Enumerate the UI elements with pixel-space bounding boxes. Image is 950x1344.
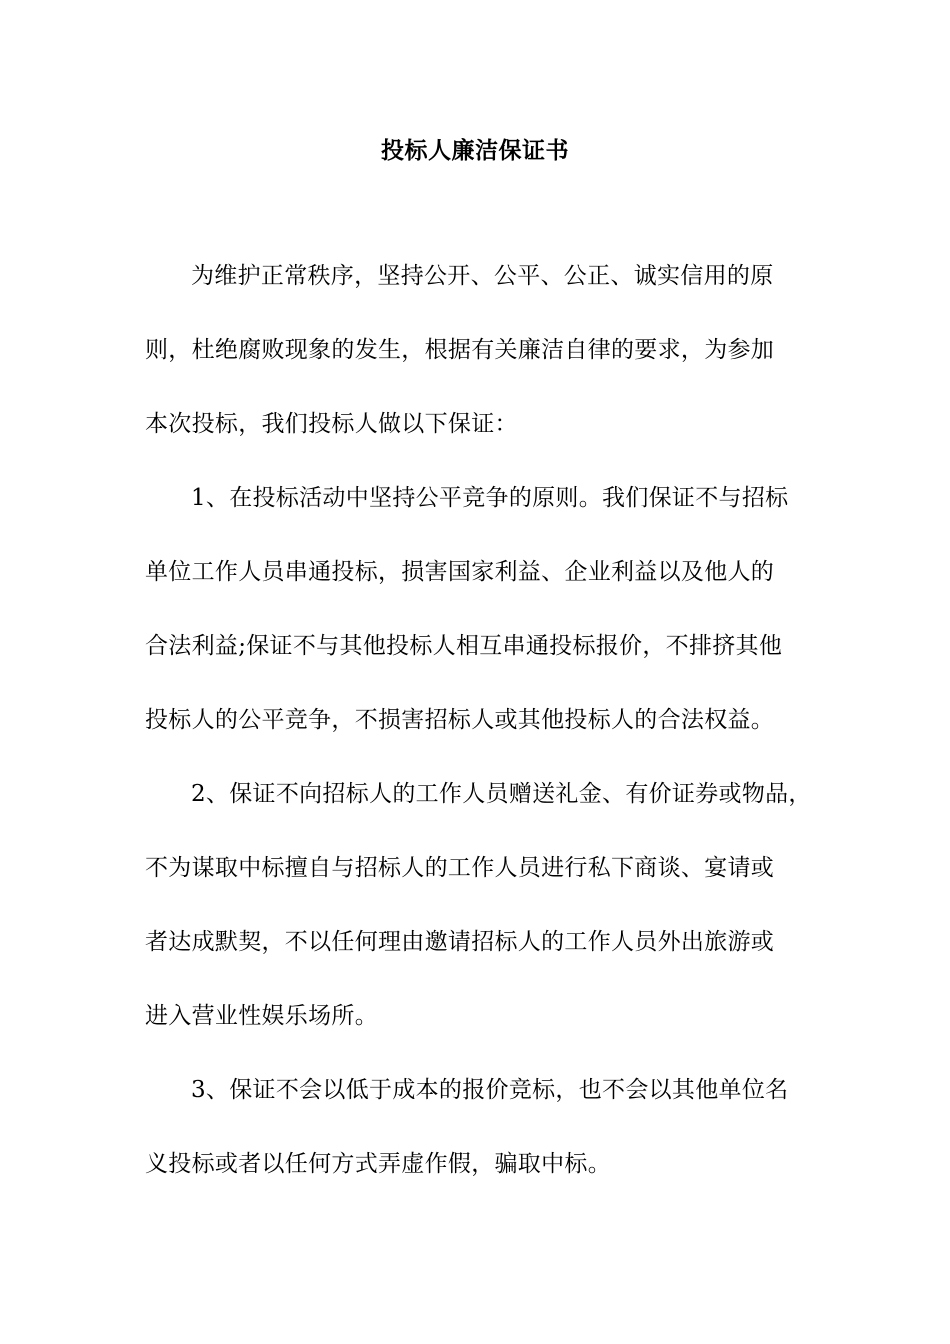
paragraph-line: 进入营业性娱乐场所。 [145, 1003, 378, 1029]
paragraph-line: 则，杜绝腐败现象的发生，根据有关廉洁自律的要求，为参加 [145, 337, 775, 363]
paragraph-line: 2、保证不向招标人的工作人员赠送礼金、有价证券或物品， [191, 781, 812, 807]
paragraph-line: 不为谋取中标擅自与招标人的工作人员进行私下商谈、宴请或 [145, 855, 775, 881]
paragraph-line: 义投标或者以任何方式弄虚作假，骗取中标。 [145, 1151, 611, 1177]
paragraph-line: 者达成默契，不以任何理由邀请招标人的工作人员外出旅游或 [145, 929, 775, 955]
paragraph-line: 投标人的公平竞争，不损害招标人或其他投标人的合法权益。 [145, 707, 775, 733]
paragraph-line: 为维护正常秩序，坚持公开、公平、公正、诚实信用的原 [191, 263, 774, 289]
paragraph-line: 本次投标，我们投标人做以下保证： [145, 411, 518, 437]
paragraph-line: 单位工作人员串通投标，损害国家利益、企业利益以及他人的 [145, 559, 775, 585]
paragraph-line: 3、保证不会以低于成本的报价竞标，也不会以其他单位名 [191, 1077, 789, 1103]
document-body [145, 252, 810, 1214]
paragraph-line: 1、在投标活动中坚持公平竞争的原则。我们保证不与招标 [191, 485, 789, 511]
document-title: 投标人廉洁保证书 [381, 137, 569, 164]
paragraph-line: 合法利益;保证不与其他投标人相互串通投标报价，不排挤其他 [145, 633, 783, 659]
